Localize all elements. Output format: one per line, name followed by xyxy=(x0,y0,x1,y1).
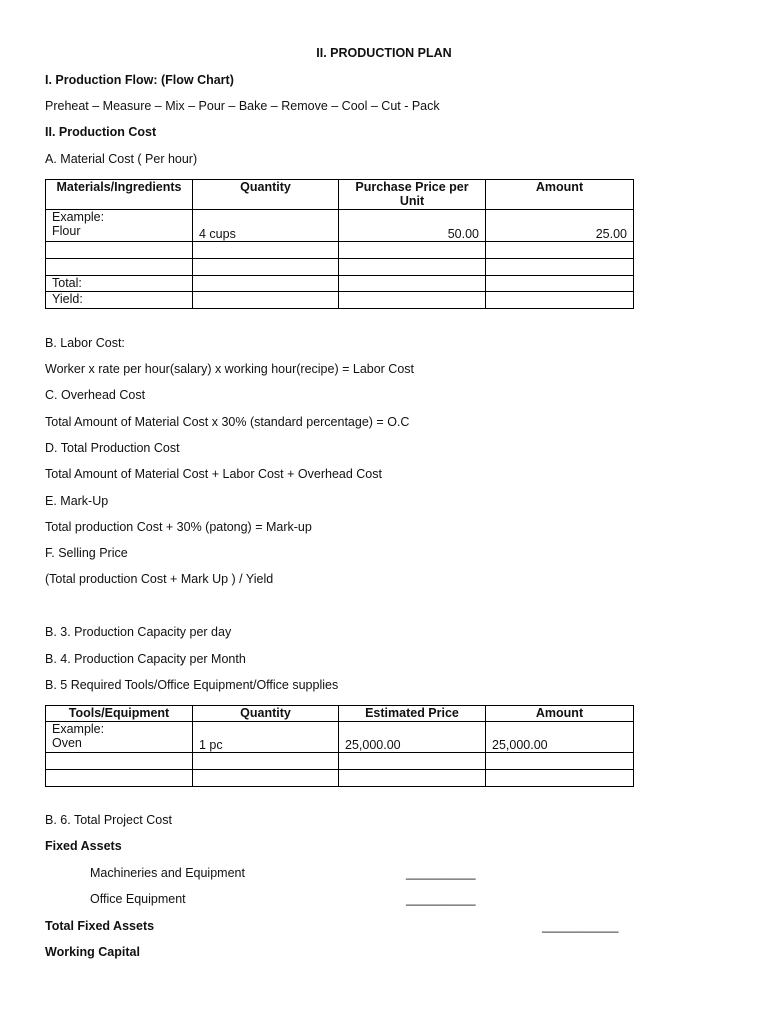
table-cell xyxy=(339,242,486,259)
table-cell xyxy=(193,242,339,259)
material-cost-table xyxy=(45,179,634,309)
table-cell: 50.00 xyxy=(339,210,486,242)
column-header: Estimated Price xyxy=(339,706,486,722)
total-label: Total: xyxy=(46,276,193,292)
table-cell: 25,000.00 xyxy=(486,722,634,753)
column-header: Materials/Ingredients xyxy=(46,180,193,210)
table-header-row xyxy=(46,180,634,210)
table-row xyxy=(46,259,634,276)
table-cell xyxy=(46,210,193,242)
labor-cost-formula: Worker x rate per hour(salary) x working hour(recipe) = Labor Cost xyxy=(45,362,415,376)
table-cell xyxy=(486,770,634,787)
markup-heading: E. Mark-Up xyxy=(45,494,109,508)
labor-cost-heading: B. Labor Cost: xyxy=(45,336,125,350)
page-title: II. PRODUCTION PLAN xyxy=(316,46,452,60)
overhead-cost-heading: C. Overhead Cost xyxy=(45,388,146,402)
table-cell xyxy=(339,259,486,276)
office-equipment-label: Office Equipment xyxy=(90,892,186,906)
table-cell xyxy=(486,259,634,276)
table-cell xyxy=(339,276,486,292)
table-cell xyxy=(46,722,193,753)
table-cell xyxy=(193,770,339,787)
fixed-assets-heading: Fixed Assets xyxy=(45,839,122,853)
office-equipment-blank: __________ xyxy=(406,892,476,906)
total-project-cost-heading: B. 6. Total Project Cost xyxy=(45,813,172,827)
table-row xyxy=(46,722,634,753)
machineries-blank: __________ xyxy=(406,866,476,880)
table-cell: 4 cups xyxy=(193,210,339,242)
table-row xyxy=(46,210,634,242)
table-cell xyxy=(46,770,193,787)
column-header: Quantity xyxy=(193,180,339,210)
example-item: Flour xyxy=(52,224,81,238)
capacity-per-day: B. 3. Production Capacity per day xyxy=(45,625,232,639)
total-fixed-assets-label: Total Fixed Assets xyxy=(45,919,155,933)
table-cell xyxy=(486,242,634,259)
table-cell xyxy=(486,276,634,292)
table-row xyxy=(46,242,634,259)
tools-heading: B. 5 Required Tools/Office Equipment/Office supplies xyxy=(45,678,339,692)
table-cell xyxy=(46,259,193,276)
table-cell xyxy=(193,753,339,770)
production-cost-heading: II. Production Cost xyxy=(45,125,157,139)
table-cell: 1 pc xyxy=(193,722,339,753)
table-cell xyxy=(193,276,339,292)
column-header: Amount xyxy=(486,180,634,210)
table-row xyxy=(46,276,634,292)
table-cell xyxy=(193,259,339,276)
material-cost-heading: A. Material Cost ( Per hour) xyxy=(45,152,198,166)
tools-table xyxy=(45,705,634,787)
flow-heading: I. Production Flow: (Flow Chart) xyxy=(45,73,234,87)
table-cell xyxy=(486,753,634,770)
table-row xyxy=(46,770,634,787)
capacity-per-month: B. 4. Production Capacity per Month xyxy=(45,652,246,666)
selling-price-formula: (Total production Cost + Mark Up ) / Yield xyxy=(45,572,274,586)
column-header: Purchase Price per Unit xyxy=(339,180,486,210)
column-header: Quantity xyxy=(193,706,339,722)
table-cell: 25.00 xyxy=(486,210,634,242)
yield-label: Yield: xyxy=(46,292,193,309)
table-cell xyxy=(486,292,634,309)
example-item: Oven xyxy=(52,736,82,750)
table-cell xyxy=(339,770,486,787)
table-cell xyxy=(46,753,193,770)
selling-price-heading: F. Selling Price xyxy=(45,546,128,560)
working-capital-label: Working Capital xyxy=(45,945,140,959)
table-row xyxy=(46,292,634,309)
example-label: Example: xyxy=(52,722,105,736)
markup-formula: Total production Cost + 30% (patong) = Mark-up xyxy=(45,520,312,534)
table-header-row xyxy=(46,706,634,722)
overhead-cost-formula: Total Amount of Material Cost x 30% (standard percentage) = O.C xyxy=(45,415,410,429)
table-cell xyxy=(193,292,339,309)
total-production-cost-heading: D. Total Production Cost xyxy=(45,441,180,455)
column-header: Tools/Equipment xyxy=(46,706,193,722)
column-header: Amount xyxy=(486,706,634,722)
example-label: Example: xyxy=(52,210,105,224)
table-cell xyxy=(339,292,486,309)
total-production-cost-formula: Total Amount of Material Cost + Labor Cost + Overhead Cost xyxy=(45,467,382,481)
table-cell: 25,000.00 xyxy=(339,722,486,753)
table-cell xyxy=(339,753,486,770)
table-row xyxy=(46,753,634,770)
flow-steps: Preheat – Measure – Mix – Pour – Bake – Remove – Cool – Cut - Pack xyxy=(45,99,440,113)
table-cell xyxy=(46,242,193,259)
machineries-label: Machineries and Equipment xyxy=(90,866,245,880)
total-fixed-assets-blank: ___________ xyxy=(542,919,619,933)
